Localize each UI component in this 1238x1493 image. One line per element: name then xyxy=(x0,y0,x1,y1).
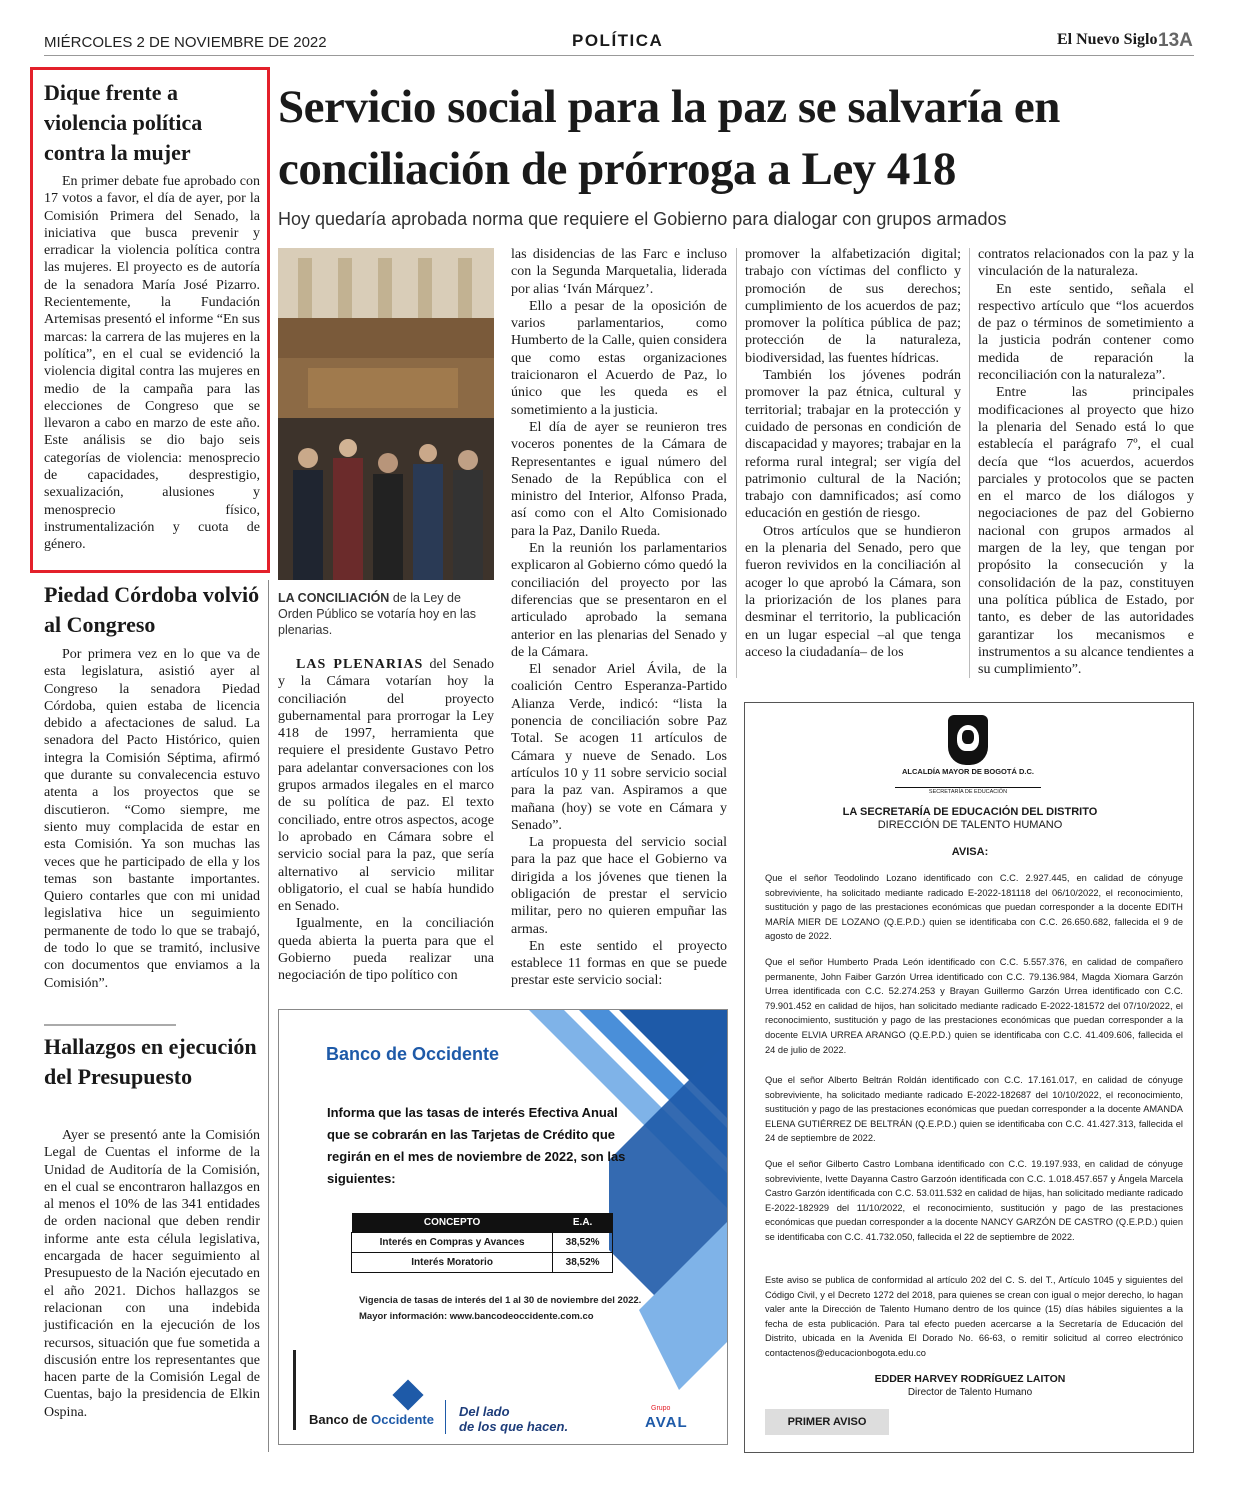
table-row xyxy=(352,1233,613,1253)
paragraph: las disidencias de las Farc e incluso con la Segunda Marquetalia, liderada por alias ‘Iván Márquez’. xyxy=(511,247,727,297)
paragraph: del Senado y la Cámara votarían hoy la conciliación del proyecto gubernamental para prorrogar la Ley 418 de 1997, herramienta que requiere el presidente Gustavo Petro para adelantar conversaciones con los grupos armados ilegales en el marco de su política de paz. El texto conciliado, entre otros aspectos, acoge lo aprobado en Cámara sobre el servicio social para la paz, que sería alternativo al servicio militar obligatorio, el cual se había hundido en Senado. xyxy=(278,657,494,915)
brief-divider xyxy=(44,1024,176,1026)
legal-bar xyxy=(293,1350,296,1430)
paragraph: promover la alfabetización digital; trabajo con víctimas del conflicto y promoción de sus derechos; cumplimiento de los acuerdos de paz; promover la política pública de paz; protección de la naturaleza, biodiversidad, las fuentes hídricas. xyxy=(745,247,961,366)
notice-paragraph: Que el señor Humberto Prada León identificado con C.C. 5.557.376, en calidad de compañero permanente, John Faiber Garzón Urrea identificado con C.C. 79.136.984, Magda Xiomara Garzón Urrea identificada con C.C. 52.274.253 y Brayan Guillermo Garzón Urrea identificado con C.C. 79.901.452 en calidad de hijos, han solicitado mediante radicado E-2022-181572 del 07/10/2022, el reconocimiento, sustitución y pago de las prestaciones económicas que puedan corresponder a la docente ELVIA URREA ARANGO (Q.E.P.D.) quien se identificaba con C.C. 41.409.606, fallecida el 24 de julio de 2022. xyxy=(765,957,1183,1055)
brief-title-piedad: Piedad Córdoba volvió al Congreso xyxy=(44,582,260,637)
notice-avisa: AVISA: xyxy=(951,846,989,858)
table-header: CONCEPTO xyxy=(352,1213,553,1233)
newspaper-name: El Nuevo Siglo xyxy=(1057,31,1158,48)
rates-table xyxy=(351,1213,613,1273)
signer-name: EDDER HARVEY RODRÍGUEZ LAITON xyxy=(874,1373,1066,1385)
logo-part: Occidente xyxy=(371,1412,434,1427)
caption-text: de la Ley de Orden Público se votaría hoy en las plenarias. xyxy=(278,591,477,637)
logo-divider xyxy=(445,1400,446,1434)
paragraph: Otros artículos que se hundieron en la plenaria del Senado, pero que fueron revividos en la conciliación al acoger lo que aprobó la Cámara, son la priorización de los planes para desminar el territorio, la publicación en un lugar especial –al que tenga acceso la ciudadanía– de los xyxy=(745,523,961,660)
bank-ad xyxy=(278,1009,728,1445)
bank-name: Banco de Occidente xyxy=(326,1044,500,1064)
brief-title-hallazgos: Hallazgos en ejecución del Presupuesto xyxy=(44,1034,257,1089)
bank-slogan xyxy=(459,1404,568,1434)
slogan-line: Del lado xyxy=(459,1404,510,1419)
seal-subtitle: SECRETARÍA DE EDUCACIÓN xyxy=(895,787,1041,795)
signer-role: Director de Talento Humano xyxy=(907,1387,1033,1398)
photo-caption xyxy=(278,590,494,638)
article-headline: Servicio social para la paz se salvaría en conciliación de prórroga a Ley 418 xyxy=(278,81,1060,195)
table-cell: Interés Moratorio xyxy=(352,1253,553,1273)
more-info-text: Mayor información: www.bancodeoccidente.com.co xyxy=(359,1311,594,1322)
paragraph: Igualmente, en la conciliación queda abierta la puerta para que el Gobierno pueda realizar una negociación de tipo político con xyxy=(278,916,494,984)
table-header-row xyxy=(352,1213,613,1233)
brief-body-piedad: Por primera vez en lo que va de esta legislatura, asistió ayer al Congreso la senadora Piedad Córdoba, quien estaba de licencia debido a afectaciones de salud. La senadora del Pacto Histórico, quien integra la Comisión Séptima, afirmó que durante su convalecencia estuvo atenta a los proyectos que se discutieron. “Como siempre, me siento muy complacida de estar en esta Comisión. Ya son muchas las veces que he participado de ella y los temas son bastante importantes. Quiero contarles que con mi unidad legislativa hice un seguimiento permanente de todo lo que se trabajó, de todo lo que se tramitó, inclusive con documentos que enviamos a la Comisión”. xyxy=(44,647,260,991)
article-column-2 xyxy=(511,246,727,990)
paragraph: El día de ayer se reunieron tres voceros ponentes de la Cámara de Representantes e igual número del Senado de la República con el ministro del Interior, Alfonso Prada, así como con el Alto Comisionado para la Paz, Danilo Rueda. xyxy=(511,419,727,539)
section-name: POLÍTICA xyxy=(572,31,664,50)
table-header: E.A. xyxy=(553,1213,613,1233)
table-cell: Interés en Compras y Avances xyxy=(352,1233,553,1253)
article-column-4 xyxy=(978,246,1194,678)
lead-word: LAS PLENARIAS xyxy=(296,657,424,672)
bank-rates-intro: Informa que las tasas de interés Efectiva Anual que se cobrarán en las Tarjetas de Crédito que regirán en el mes de noviembre de 2022, son las siguientes: xyxy=(327,1105,626,1186)
notice-paragraph: Que el señor Teodolindo Lozano identificado con C.C. 2.927.445, en calidad de cónyuge sobreviviente, ha solicitado mediante radicado E-2022-181118 del 06/10/2022, el reconocimiento, sustitución y pago de las prestaciones económicas que puedan corresponder a la docente EDITH MARÍA MIER DE LOZANO (Q.E.P.D.) quien se identificaba con C.C. 26.650.682, fallecida el 9 de agosto de 2022. xyxy=(765,873,1183,942)
brief-body-violencia: En primer debate fue aprobado con 17 votos a favor, el día de ayer, por la Comisión Primera del Senado, la iniciativa que busca prevenir y erradicar la violencia política contra las mujeres. El proyecto es de autoría de la senadora María José Pizarro. Recientemente, la Fundación Artemisas presentó el informe “En sus marcas: la carrera de las mujeres en la política”, en el cual se evidenció la violencia digital contra las mujeres en medio de la campaña para las elecciones de Congreso que se llevaron a cabo en marzo de este año. Este análisis se dio bajo seis categorías de violencia: menosprecio de capacidades, desprestigio, sexualización, alusiones y menosprecio físico, instrumentalización y cuota de género. xyxy=(44,174,260,553)
brief-body-hallazgos: Ayer se presentó ante la Comisión Legal de Cuentas el informe de la Unidad de Auditoría de la Comisión, en el cual se encontraron hallazgos en al menos el 10% de las 341 entidades de orden nacional que deben rendir informe ante esta célula legislativa, encargada de hacer seguimiento al Presupuesto de la Nación ejecutado en el año 2021. Dichos hallazgos se relacionan con una indebida justificación en la ejecución de los recursos, situación que fue sometida a discusión entre los representantes que hacen parte de la Comisión Legal de Cuentas, bajo la presidencia de Elkin Ospina. xyxy=(44,1128,260,1420)
page-number: 13A xyxy=(1158,30,1193,51)
education-notice xyxy=(744,702,1194,1453)
paragraph: La propuesta del servicio social para la paz que hace el Gobierno va dirigida a los jóvenes que tienen la obligación de prestar el servicio militar, pero no quieren empuñar las armas. xyxy=(511,835,727,937)
article-photo xyxy=(278,248,494,580)
table-cell: 38,52% xyxy=(553,1233,613,1253)
article-column-3 xyxy=(745,246,961,661)
seal-title: ALCALDÍA MAYOR DE BOGOTÁ D.C. xyxy=(902,767,1034,776)
article-column-1 xyxy=(278,656,494,985)
brief-title-violencia: Dique frente a violencia política contra la mujer xyxy=(44,80,203,165)
table-row xyxy=(352,1253,613,1273)
paragraph: También los jóvenes podrán promover la paz étnica, cultural y territorial; trabajar en la protección y cuidado de personas en condición de discapacidad y mayores; trabajar en la reforma rural integral; ser vigía del patrimonio cultural de la Nación; trabajo con damnificados; así como educación en gestión de riesgo. xyxy=(745,368,961,522)
column-rule xyxy=(969,248,970,678)
notice-dept: DIRECCIÓN DE TALENTO HUMANO xyxy=(877,819,1063,831)
logo-part: Banco de xyxy=(309,1412,372,1427)
notice-org: LA SECRETARÍA DE EDUCACIÓN DEL DISTRITO xyxy=(842,806,1098,818)
caption-lead: LA CONCILIACIÓN xyxy=(278,591,390,605)
article-deck: Hoy quedaría aprobada norma que requiere el Gobierno para dialogar con grupos armados xyxy=(278,209,1007,229)
paragraph: Ello a pesar de la oposición de varios parlamentarios, como Humberto de la Calle, quien considera que como estas organizaciones traicionaron el Acuerdo de Paz, lo único que les queda es el sometimiento a la justicia. xyxy=(511,298,727,418)
paragraph: contratos relacionados con la paz y la vinculación de la naturaleza. xyxy=(978,247,1194,280)
aval-logo: AVAL xyxy=(645,1414,688,1431)
notice-paragraph: Que el señor Gilberto Castro Lombana identificado con C.C. 19.197.933, en calidad de cónyuge sobreviviente, Ivette Dayanna Castro Garzoón identificada con C.C. 1.018.457.657 y Ángela Marcela Castro Garzón identificada con C.C. 53.011.532 en calidad de hijas, han solicitado mediante radicado E-2022-182929 del 11/10/2022, el reconocimiento, sustitución y pago de las prestaciones económicas que puedan corresponder a la docente NANCY GARZÓN DE CASTRO (Q.E.P.D.) quien se identificaba con C.C. 41.732.050, fallecida el 22 de septiembre de 2022. xyxy=(765,1159,1183,1242)
paragraph: Entre las principales modificaciones al proyecto que hizo la plenaria del Senado está lo que establecía el parágrafo 7º, el cual decía que “los acuerdos, acuerdos parciales y protocolos que se pacten en el marco de los diálogos y negociaciones de paz del Gobierno nacional con grupos armados al margen de la ley, que tengan por propósito la consecución y la consolidación de la paz, constituyen una política pública de Estado, por tanto, es deber de las autoridades garantizar los mecanismos e instrumentos a su alcance tendientes a su cumplimiento”. xyxy=(978,385,1194,678)
seal-eagle-icon xyxy=(962,730,974,744)
column-rule xyxy=(736,248,737,678)
first-notice-badge: PRIMER AVISO xyxy=(765,1409,889,1435)
notice-paragraph: Este aviso se publica de conformidad al artículo 202 del C. S. del T., Artículo 1045 y siguientes del Código Civil, y el Decreto 1272 del 2018, para quienes se crean con igual o mejor derecho, lo hagan valer ante la Dirección de Talento Humano dentro de los quince (15) días hábiles siguientes a la fecha de esta publicación. Para tal efecto pueden acercarse a la Secretaría de Educación del Distrito, ubicada en la Avenida El Dorado No. 66-63, o remitir solicitud al correo electrónico contactenos@educacionbogota.edu.co xyxy=(765,1275,1183,1358)
bank-validity xyxy=(359,1293,689,1325)
paragraph: En la reunión los parlamentarios explicaron al Gobierno cómo quedó la conciliación del proyecto por las diferencias que se presentaron en el articulado aprobado la semana anterior en las plenarias del Senado y de la Cámara. xyxy=(511,541,727,660)
bank-logo xyxy=(309,1412,434,1427)
header-rule xyxy=(44,55,1194,56)
validity-text: Vigencia de tasas de interés del 1 al 30 de noviembre del 2022. xyxy=(359,1295,642,1306)
paragraph: El senador Ariel Ávila, de la coalición Centro Esperanza-Partido Alianza Verde, indicó: “lista la ponencia de conciliación sobre Paz Total. Se acogen 11 artículos de Cámara y nueve de Senado. Los artículos 10 y 11 sobre servicio social para la paz van. Aspiramos a que mañana (hoy) se vote en Cámara y Senado”. xyxy=(511,662,727,833)
header-date: MIÉRCOLES 2 DE NOVIEMBRE DE 2022 xyxy=(44,34,327,51)
column-rule xyxy=(268,580,269,1452)
notice-paragraph: Que el señor Alberto Beltrán Roldán identificado con C.C. 17.161.017, en calidad de cónyuge sobreviviente, ha solicitado mediante radicado E-2022-182687 del 10/10/2022, el reconocimiento, sustitución y pago de las prestaciones económicas que puedan corresponder a la docente AMANDA ELENA GUTIÉRREZ DE BELTRÁN (Q.E.P.D.) quien se identificaba con C.C. 41.427.313, fallecida el 24 de septiembre de 2022. xyxy=(765,1075,1183,1144)
paragraph: En este sentido el proyecto establece 11 formas en que se puede prestar este servicio social: xyxy=(511,938,727,989)
group-label: Grupo xyxy=(651,1405,671,1412)
slogan-line: de los que hacen. xyxy=(459,1419,569,1434)
paragraph: En este sentido, señala el respectivo artículo que “los acuerdos de paz o términos de sometimiento a la justicia podrán contener como medida de reparación la reconciliación con la naturaleza”. xyxy=(978,281,1194,384)
table-cell: 38,52% xyxy=(553,1253,613,1273)
